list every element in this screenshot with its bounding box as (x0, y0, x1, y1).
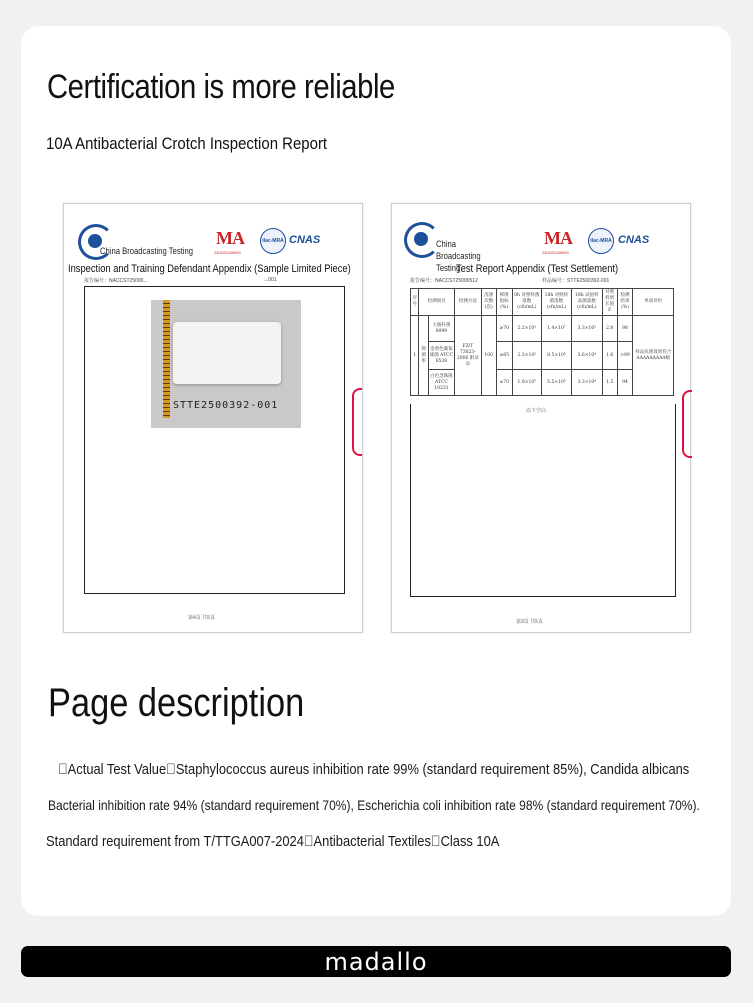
page-footer: 第4页 共5页 (188, 615, 215, 621)
table-header: 抑菌指标(%) (496, 289, 512, 316)
cell-item: 大肠杆菌 8099 (428, 316, 454, 342)
fabric-sample-image (173, 322, 281, 384)
sample-id-label: STTE2500392-001 (173, 400, 279, 411)
cell-wash-count: 100 (481, 316, 496, 396)
description-line-3: Standard requirement from T/TTGA007-2024 Antibacterial Textiles Class 10A (46, 833, 500, 850)
cell-c0: 2.2×10⁵ (512, 316, 541, 342)
report-title: Test Report Appendix (Test Settlement) (456, 263, 619, 275)
table-header: 检测项目 (419, 289, 455, 316)
ruler-icon (163, 300, 170, 418)
description-line-1:  Actual Test Value Staphylococcus aureus inhibition rate 99% (standard requirement 85%), Candida albicans (58, 761, 690, 778)
table-header: 检测结果(%) (617, 289, 633, 316)
ma-mark-label: MA (216, 228, 244, 248)
page-footer: 第3页 共5页 (516, 619, 543, 625)
description-line-2: Bacterial inhibition rate 94% (standard requirement 70%), Escherichia coli inhibition rate 98% (standard requirement 70%). (48, 797, 700, 813)
cell-c18: 1.4×10⁷ (541, 316, 571, 342)
brand-logo: madallo (324, 948, 428, 976)
table-header: 单项评价 (633, 289, 674, 316)
ma-mark-label: MA (544, 228, 572, 248)
cell-standard: ≥70 (496, 370, 512, 396)
cell-c0: 2.2×10⁵ (512, 342, 541, 370)
page-title: Certification is more reliable (47, 68, 395, 106)
table-header: 18h 对照样菌落数(cfu/mL) (541, 289, 571, 316)
cell-c0: 1.8×10⁵ (512, 370, 541, 396)
section-heading: Page description (48, 681, 305, 725)
table-header: 检测方法 (455, 289, 482, 316)
table-blank-area (410, 404, 676, 597)
cell-evaluation: 样品抗菌效果符合AAAAAAAAA级 (633, 316, 674, 396)
cell-method: FZ/T 73023-2006 附录D (455, 316, 482, 396)
report-results-page[interactable] (391, 203, 691, 633)
cell-f: 2.8 (602, 316, 617, 342)
ilac-mra-badge: ilac-MRA (260, 228, 286, 254)
stamp-edge-icon (682, 390, 692, 458)
page-subtitle: 10A Antibacterial Crotch Inspection Report (46, 134, 328, 153)
cell-standard: ≥85 (496, 342, 512, 370)
stamp-edge-icon (352, 388, 362, 456)
table-header: 18h 试验样品菌落数(cfu/mL) (571, 289, 602, 316)
row-index: 1 (411, 316, 419, 396)
org-name: China Broadcasting Testing (100, 246, 193, 256)
cell-item: 金黄色葡萄球菌 ATCC 6538 (428, 342, 454, 370)
table-row (411, 316, 674, 342)
cell-t18: 3.3×10⁴ (571, 370, 602, 396)
sample-number: ...001 (264, 277, 277, 283)
ilac-mra-badge: ilac-MRA (588, 228, 614, 254)
table-header-row (411, 289, 674, 316)
org-name: China Broadcasting Testing (436, 239, 481, 273)
cell-standard: ≥70 (496, 316, 512, 342)
testing-logo-dot-icon (414, 232, 428, 246)
table-header: 洗涤次数(次) (481, 289, 496, 316)
cell-c18: 8.5×10⁶ (541, 342, 571, 370)
cell-result: 94 (617, 370, 633, 396)
ma-number: 240220349600 (214, 250, 241, 255)
results-table (410, 288, 674, 396)
row-group-label: 抑菌率 (419, 316, 428, 396)
cell-result: 98 (617, 316, 633, 342)
cell-item: 白色念珠菌 ATCC 10231 (428, 370, 454, 396)
cell-t18: 3.6×10⁴ (571, 342, 602, 370)
sample-photo (151, 300, 301, 428)
cell-f: 1.6 (602, 342, 617, 370)
sample-number: 样品编号：STTE2500392-001 (542, 278, 610, 284)
ma-number: 240220349600 (542, 250, 569, 255)
table-header: 0h 对照样菌落数(cfu/mL) (512, 289, 541, 316)
brand-footer-bar (21, 946, 731, 977)
table-header: 对照样增长值F (602, 289, 617, 316)
report-number: 报告编号：NACCST25000512 (410, 278, 478, 284)
cell-result: >99 (617, 342, 633, 370)
report-title: Inspection and Training Defendant Appendix (Sample Limited Piece) (68, 263, 351, 275)
cell-c18: 5.5×10⁵ (541, 370, 571, 396)
cell-f: 1.5 (602, 370, 617, 396)
cnas-logo-label: CNAS (289, 234, 321, 246)
blank-note: 以下空白 (526, 408, 547, 414)
table-header: 序号 (411, 289, 419, 316)
report-sample-page[interactable] (63, 203, 363, 633)
cnas-logo-label: CNAS (618, 234, 650, 246)
report-number: 报告编号：NACCST25000... (84, 278, 148, 284)
cell-t18: 3.3×10⁵ (571, 316, 602, 342)
